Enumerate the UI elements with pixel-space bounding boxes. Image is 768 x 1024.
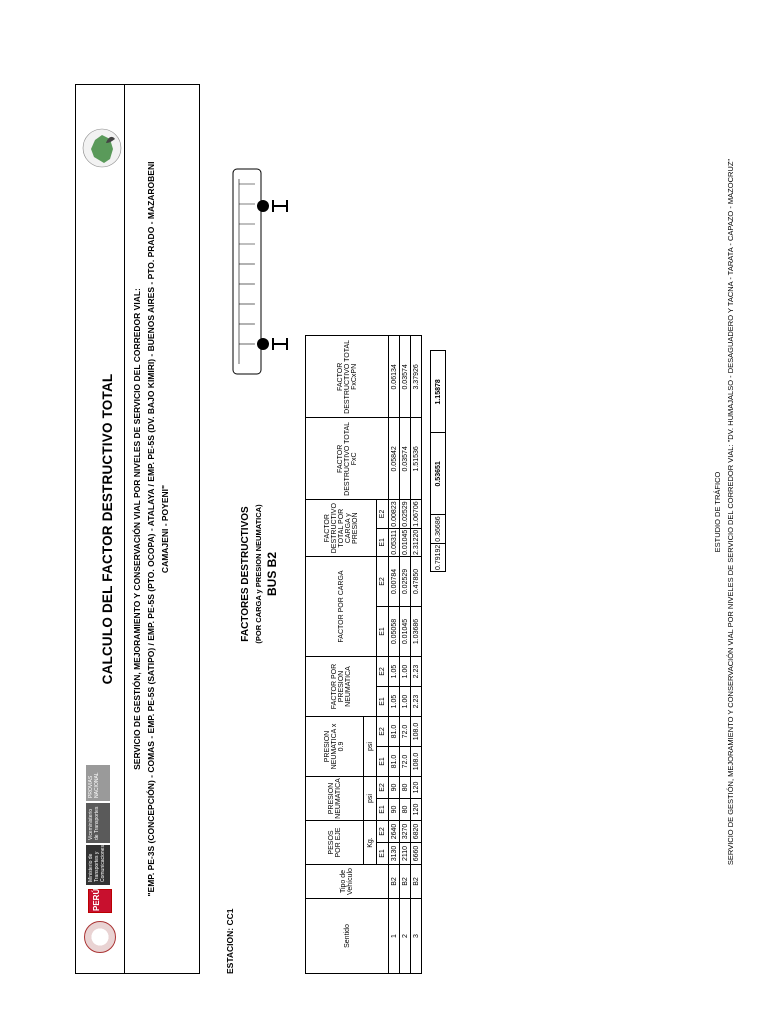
bus-illustration-icon [225,144,295,384]
cell-fcarga-e2: 0.47850 [411,557,422,607]
map-logo-icon [82,123,122,173]
axle-e1: E1 [377,799,389,821]
axle-e1: E1 [377,687,389,717]
provias-logo: PROVIAS NACIONAL [86,765,110,801]
bus-type-label: BUS B2 [265,552,279,597]
header-fcarga: FACTOR POR CARGA [306,557,377,657]
cell-presion09-e1: 81.0 [389,747,400,777]
cell-presion-e2: 120 [411,777,422,799]
axle-e1: E1 [377,843,389,865]
cell-presion-e1: 120 [411,799,422,821]
totals-row [431,351,446,572]
cell-fcarga-e2: 0.00784 [389,557,400,607]
cell-peso-e2: 6820 [411,821,422,843]
header-box [75,84,200,974]
axle-e1: E1 [377,747,389,777]
cell-sentido: 2 [400,899,411,974]
cell-ftotal-e2: 1.06706 [412,501,420,527]
cell-presion-e1: 90 [389,799,400,821]
axle-e2: E2 [377,717,389,747]
axle-e2: E2 [377,657,389,687]
cell-ftotal-e1: 2.31220 [412,529,420,555]
cell-fxcxpn: 3.37926 [411,336,422,418]
cell-sentido: 3 [411,899,422,974]
cell-presion09-e2: 108.0 [411,717,422,747]
table-row [411,336,422,974]
cell-peso-e2: 3270 [400,821,411,843]
footer-study-title: ESTUDIO DE TRÁFICO [713,471,722,553]
cell-presion09-e2: 72.0 [400,717,411,747]
cell-ftotal-e2: 0.00823 [390,501,398,527]
cell-peso-e1: 2110 [400,843,411,865]
total-ftotal-e1: 0.79192 [431,543,446,571]
total-fxc: 0.53651 [431,433,446,515]
header-sentido: Sentido [306,899,389,974]
cell-fxc: 0.05842 [389,418,400,500]
service-line-2: "EMP. PE-3S (CONCEPCIÓN) - COMAS - EMP. PE-5S (SATIPO) / EMP. PE-5S (PTO. OCOPA) - ATALAYA / EMP. PE-5S (DV. BAJO KIMIRI) - BUENOS AIRES - PTO. PRADO - MAZAROBENI [146,161,156,897]
axle-e2: E2 [377,821,389,843]
cell-fpresion-e2: 1.00 [400,657,411,687]
totals-table [430,350,446,572]
cell-fcarga-e1: 0.05058 [389,607,400,657]
header-fdtotal: FACTOR DESTRUCTIVO TOTAL FxC [306,418,389,500]
peru-logo-text: PERÚ [92,888,101,911]
unit-kg: Kg. [364,821,377,865]
page-title: CALCULO DEL FACTOR DESTRUCTIVO TOTAL [100,373,115,685]
cell-fcarga-e1: 1.03686 [411,607,422,657]
cell-tipo: B2 [389,865,400,899]
total-ftotal-e2: 0.36686 [431,515,446,543]
cell-presion-e2: 90 [389,777,400,799]
cell-fpresion-e1: 1.05 [389,687,400,717]
unit-psi: psi [364,777,377,821]
axle-e2: E2 [377,500,389,528]
axle-e2: E2 [377,777,389,799]
factors-title: FACTORES DESTRUCTIVOS [240,506,251,642]
table-row [389,336,400,974]
unit-psi-09: psi [364,717,377,777]
cell-fxc: 0.03574 [400,418,411,500]
header-pesos: PESOS POR EJE [306,821,364,865]
cell-fpresion-e1: 2.23 [411,687,422,717]
cell-fcarga-e1: 0.01045 [400,607,411,657]
cell-presion-e1: 80 [400,799,411,821]
cell-tipo: B2 [411,865,422,899]
header-tipo: Tipo de Vehículo [306,865,389,899]
service-line-3: CAMAJENI - POYENI" [160,484,170,574]
header-fpresion: FACTOR POR PRESION NEUMATICA [306,657,377,717]
destructive-factor-table [305,335,422,974]
cell-ftotal-e1: 0.05311 [390,529,398,555]
cell-presion09-e1: 72.0 [400,747,411,777]
cell-fxc: 1.51536 [411,418,422,500]
cell-peso-e2: 2640 [389,821,400,843]
service-line-1: SERVICIO DE GESTIÓN, MEJORAMIENTO Y CONSERVACIÓN VIAL POR NIVELES DE SERVICIO DEL CORREDOR VIAL: [132,288,142,770]
factors-subtitle: (POR CARGA y PRESION NEUMATICA) [254,504,263,644]
viceministerio-logo: Viceministerio de Transportes [86,803,110,843]
cell-fcarga-e2: 0.02529 [400,557,411,607]
header-fdtotal-carga: FACTOR DESTRUCTIVO TOTAL POR CARGA y PRESION [306,500,377,557]
cell-ftotal-e2: 0.02529 [401,501,409,527]
header-presion09: PRESION NEUMATICA x 0.9 [306,717,364,777]
cell-tipo: B2 [400,865,411,899]
cell-presion-e2: 80 [400,777,411,799]
table-row [400,336,411,974]
title-divider [124,85,125,973]
cell-peso-e1: 6660 [411,843,422,865]
axle-e2: E2 [377,557,389,607]
header-presion: PRESION NEUMATICA [306,777,364,821]
axle-e1: E1 [377,607,389,657]
total-fxcxpn: 1.15878 [431,351,446,433]
footer-service-line: SERVICIO DE GESTIÓN, MEJORAMIENTO Y CONSERVACIÓN VIAL POR NIVELES DE SERVICIO DEL CORREDOR VIAL: "DV. HUMAJALSO - DESAGUADERO Y TACNA - TARATA - CAPAZO - MAZOCRUZ" [726,158,735,866]
ministerio-logo: Ministerio de Transportes y Comunicaciones [86,845,110,885]
station-label: ESTACION: CC1 [225,908,235,974]
cell-ftotal-e1: 0.01045 [401,529,409,555]
cell-fpresion-e1: 1.00 [400,687,411,717]
cell-presion09-e2: 81.0 [389,717,400,747]
axle-e1: E1 [377,528,389,556]
header-fdtotal-pn: FACTOR DESTRUCTIVO TOTAL FxCxPN [306,336,389,418]
cell-presion09-e1: 108.0 [411,747,422,777]
cell-peso-e1: 3130 [389,843,400,865]
cell-sentido: 1 [389,899,400,974]
cell-fpresion-e2: 1.05 [389,657,400,687]
cell-fxcxpn: 0.06134 [389,336,400,418]
cell-fpresion-e2: 2.23 [411,657,422,687]
cell-fxcxpn: 0.03574 [400,336,411,418]
